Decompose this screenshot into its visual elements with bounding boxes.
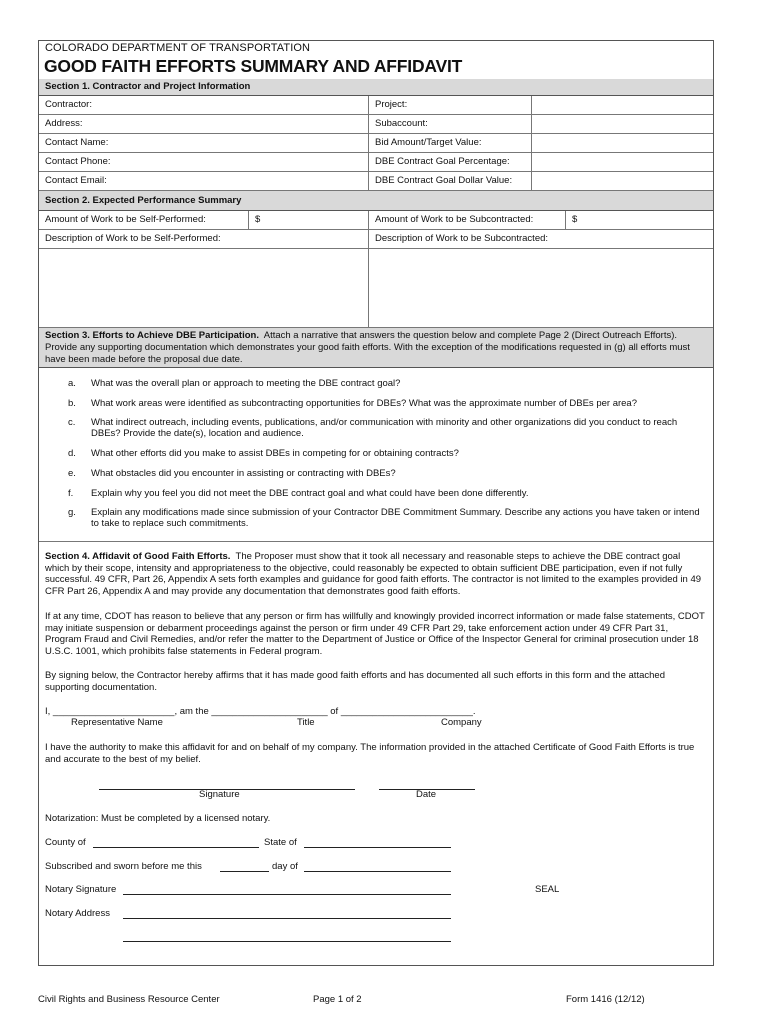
state-field[interactable] [304, 847, 451, 848]
dbe-goal-percentage-field[interactable] [532, 153, 713, 171]
contractor-label[interactable]: Contractor: [39, 96, 369, 114]
address-label[interactable]: Address: [39, 115, 369, 133]
date-label: Date [416, 789, 437, 800]
project-label: Project: [369, 96, 532, 114]
self-performed-amount-label: Amount of Work to be Self-Performed: [39, 211, 249, 229]
work-description-row [39, 230, 713, 328]
address-row [39, 115, 713, 134]
dbe-goal-dollar-field[interactable] [532, 172, 713, 190]
notary-address-label: Notary Address [45, 908, 110, 919]
self-performed-amount-field[interactable]: $ [249, 211, 369, 229]
state-label: State of [264, 837, 297, 848]
section4-title: Section 4. Affidavit of Good Faith Efforts. [45, 551, 231, 562]
section3-title: Section 3. Efforts to Achieve DBE Participation. [45, 330, 259, 341]
notary-signature-field[interactable] [123, 894, 451, 895]
contact-phone-label[interactable]: Contact Phone: [39, 153, 369, 171]
notary-address-field-2[interactable] [123, 941, 451, 942]
notarization-note: Notarization: Must be completed by a licensed notary. [45, 813, 271, 824]
agency-name: COLORADO DEPARTMENT OF TRANSPORTATION [45, 42, 311, 54]
subcontracted-amount-label: Amount of Work to be Subcontracted: [369, 211, 566, 229]
footer-form-number: Form 1416 (12/12) [566, 994, 645, 1005]
form-page: COLORADO DEPARTMENT OF TRANSPORTATION GOOD FAITH EFFORTS SUMMARY AND AFFIDAVIT Section 1. Contractor and Project Information Contractor: Project: Address: Subaccount: Contact Name: Bid Amount/Target Value: Contact Phone: DBE Contract Goal Percentage: Contact Email: DBE Contract Goal Dollar Value: Section 2. Expected Performance Summary Amount of Work to be Self-Performed: $ Amount of Work to be Subcontracted: $ Description of Work to be Self-Performed: Description of Work to be Subcontracted: Section 3. Efforts to Achieve DBE Participation. Attach a narrative that answers the question below and complete Page 2 (Direct Outreach Efforts). Provide any supporting documentation which demonstrates your good faith efforts. With the exception of the modifications requested in (g) all efforts must have been made before the proposal due date. a. What was the overall plan or approach to meeting the DBE contract goal? b. What work areas were identified as subcontracting opportunities for DBEs? What was the approximate number of DBEs per area? c. What indirect outreach, including events, publications, and/or communication with minority and other organizations did you conduct to reach DBEs? Provide the date(s), location and audience. d. What other efforts did you make to assist DBEs in competing for or obtaining contracts? e. What obstacles did you encounter in assisting or contracting with DBEs? f. Explain why you feel you did not meet the DBE contract goal and what could have been done differently. g. Explain any modifications made since submission of your Contractor DBE Commitment Summary. Describe any actions you have taken or intend to take to replace such commitments. Section 4. Affidavit of Good Faith Efforts. The Proposer must show that it took all necessary and reasonable steps to achieve the DBE contract goal which by their scope, intensity and appropriateness to the objective, could reasonably be expected to obtain sufficient DBE participation, even if not fully successful. 49 CFR, Part 26, Appendix A sets forth examples and guidance for good faith efforts. The contractor is not limited to the examples provided in 49 CFR Part 26, Appendix A and may provide any documentation that demonstrates good faith efforts. If at any time, CDOT has reason to believe that any person or firm has willfully and knowingly provided incorrect information or made false statements, CDOT may initiate suspension or debarment proceedings against the person or firm under 49 CFR Part 29, take enforcement action under 49 CFR Part 31, Program Fraud and Civil Remedies, and/or refer the matter to the Department of Justice or Office of the Inspector General for criminal prosecution under 18 U.S.C. 1001, which prohibits false statements in Federal program. By signing below, the Contractor hereby affirms that it has made good faith efforts and has documented all such efforts in this form and the attached supporting documentation. I, _______________________, am the ______________________ of _________________________. Representative Name Title Company I have the authority to make this affidavit for and on behalf of my company. The information provided in the attached Certificate of Good Faith Efforts is true and accurate to the best of my belief. Signature Date Notarization: Must be completed by a licensed notary. County of State of Subscribed and sworn before me this day of Notary Signature SEAL Notary Address [38, 40, 714, 966]
county-label: County of [45, 837, 86, 848]
subscribed-day-field[interactable] [220, 871, 269, 872]
contact-email-row [39, 172, 713, 191]
subaccount-field[interactable] [532, 115, 713, 133]
bid-amount-field[interactable] [532, 134, 713, 152]
section-divider [39, 541, 713, 542]
section1-heading: Section 1. Contractor and Project Information [39, 79, 713, 96]
self-performed-description-area[interactable] [39, 230, 369, 327]
section4-paragraph-4: I have the authority to make this affidavit for and on behalf of my company. The information provided in the attached Certificate of Good Faith Efforts is true and accurate to the best of my belief. [45, 742, 695, 765]
subscribed-month-field[interactable] [304, 871, 451, 872]
section4-paragraph-3: By signing below, the Contractor hereby affirms that it has made good faith efforts and has documented all such efforts in this form and the attached supporting documentation. [45, 670, 665, 693]
contact-phone-row [39, 153, 713, 172]
signature-label: Signature [199, 789, 240, 800]
self-performed-description-label: Description of Work to be Self-Performed: [39, 230, 368, 249]
seal-label: SEAL [535, 884, 560, 895]
work-amount-row [39, 211, 713, 230]
representative-name-label: Representative Name [71, 717, 163, 728]
footer-page-number: Page 1 of 2 [313, 994, 362, 1005]
footer-department: Civil Rights and Business Resource Center [38, 994, 220, 1005]
notary-signature-label: Notary Signature [45, 884, 117, 895]
company-label: Company [441, 717, 482, 728]
bid-amount-label: Bid Amount/Target Value: [369, 134, 532, 152]
title-label: Title [297, 717, 315, 728]
section3-intro: Attach a narrative that answers the question below and complete Page 2 (Direct Outreach Efforts). Provide any supporting documentation which demonstrates your good faith efforts. With the exception of the modifications requested in (g) all efforts must have been made before the proposal due date. [45, 330, 690, 365]
form-header [39, 41, 713, 80]
dbe-goal-dollar-label: DBE Contract Goal Dollar Value: [369, 172, 532, 190]
subaccount-label: Subaccount: [369, 115, 532, 133]
section2-heading: Section 2. Expected Performance Summary [39, 191, 713, 211]
notary-address-field-1[interactable] [123, 918, 451, 919]
day-of-label: day of [272, 861, 298, 872]
subcontracted-amount-field[interactable]: $ [572, 214, 578, 225]
contractor-row [39, 96, 713, 115]
county-field[interactable] [93, 847, 259, 848]
subcontracted-description-label: Description of Work to be Subcontracted: [369, 230, 713, 249]
section3-heading [39, 328, 713, 368]
project-field[interactable] [532, 96, 713, 114]
form-title: GOOD FAITH EFFORTS SUMMARY AND AFFIDAVIT [44, 56, 463, 76]
subscribed-label: Subscribed and sworn before me this [45, 861, 202, 872]
dbe-goal-percentage-label: DBE Contract Goal Percentage: [369, 153, 532, 171]
subcontracted-description-area[interactable] [369, 230, 713, 327]
section4-paragraph-2: If at any time, CDOT has reason to believe that any person or firm has willfully and knowingly provided incorrect information or made false statements, CDOT may initiate suspension or debarment proceedings against the person or firm under 49 CFR Part 29, take enforcement action under 49 CFR Part 31, Program Fraud and Civil Remedies, and/or refer the matter to the Department of Justice or Office of the Inspector General for criminal prosecution under 18 U.S.C. 1001, which prohibits false statements in Federal program. [45, 611, 705, 657]
affiant-line[interactable]: I, _______________________, am the ______________________ of _________________________. [45, 706, 476, 717]
contact-email-label[interactable]: Contact Email: [39, 172, 369, 190]
contact-name-row [39, 134, 713, 153]
section4-paragraph-1: Section 4. Affidavit of Good Faith Efforts. The Proposer must show that it took all necessary and reasonable steps to achieve the DBE contract goal which by their scope, intensity and appropriateness to the objective, could reasonably be expected to obtain sufficient DBE participation, even if not fully successful. 49 CFR, Part 26, Appendix A sets forth examples and guidance for good faith efforts. The contractor is not limited to the examples provided in 49 CFR Part 26, Appendix A and may provide any documentation that demonstrates good faith efforts. [45, 551, 702, 597]
contact-name-label[interactable]: Contact Name: [39, 134, 369, 152]
